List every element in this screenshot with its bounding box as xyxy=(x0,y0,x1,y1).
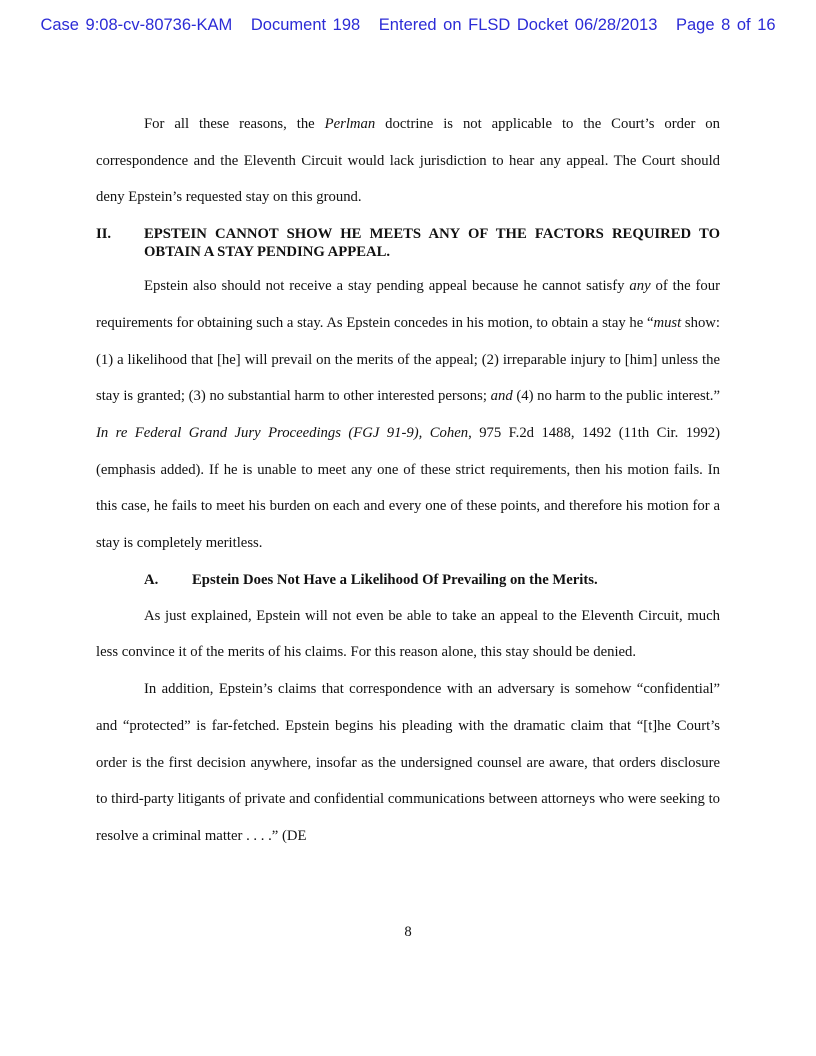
case-number: Case 9:08-cv-80736-KAM xyxy=(40,16,233,34)
docket-header xyxy=(0,16,816,35)
section-title: EPSTEIN CANNOT SHOW HE MEETS ANY OF THE FACTORS REQUIRED TO OBTAIN A STAY PENDING APPEAL. xyxy=(144,226,720,261)
subsection-heading-a xyxy=(96,571,720,589)
entered-date: Entered on FLSD Docket 06/28/2013 xyxy=(378,16,658,34)
emphasis-italic: must xyxy=(653,314,682,331)
paragraph-confidential-claims: In addition, Epstein’s claims that correspondence with an adversary is somehow “confidential” and “protected” is far-fetched. Epstein begins his pleading with the dramatic claim that “[t]he Court’s order is the first decision anywhere, insofar as the undersigned counsel are aware, that orders disclosure to third-party litigants of private and confidential communications between attorneys who were seeking to resolve a criminal matter . . . .” (DE xyxy=(96,681,720,844)
text-run: of the four requirements for obtaining such a stay. As Epstein concedes in his motion, to obtain a stay he “ xyxy=(96,278,720,331)
text-run: doctrine is not applicable to the Court’s order on correspondence and the Eleventh Circuit would lack jurisdiction to hear any appeal. The Court should deny Epstein’s requested stay on this ground. xyxy=(96,116,720,206)
page-number: 8 xyxy=(404,924,412,940)
subsection-title: Epstein Does Not Have a Likelihood Of Prevailing on the Merits. xyxy=(192,571,598,588)
document-number: Document 198 xyxy=(250,16,361,34)
page-of: Page 8 of 16 xyxy=(675,16,776,34)
text-run: , 975 F.2d 1488, 1492 (11th Cir. 1992) (emphasis added). If he is unable to meet any one of these strict requirements, then his motion fails. In this case, he fails to meet his burden on each and every one of these points, and therefore his motion for a stay is completely meritless. xyxy=(96,424,720,552)
emphasis-italic: any xyxy=(629,278,651,295)
paragraph-perlman xyxy=(96,106,720,216)
paragraph-no-appeal: As just explained, Epstein will not even be able to take an appeal to the Eleventh Circuit, much less convince it of the merits of his claims. For this reason alone, this stay should be denied. xyxy=(96,607,720,661)
paragraph-stay-requirements xyxy=(96,268,720,562)
text-run: (4) no harm to the public interest.” xyxy=(512,388,720,405)
section-heading-ii xyxy=(96,225,720,261)
section-number: II. xyxy=(96,226,112,243)
document-body xyxy=(96,106,720,855)
case-name-italic: Perlman xyxy=(324,116,376,132)
case-citation-italic: In re Federal Grand Jury Proceedings (FGJ 91-9), Cohen xyxy=(96,424,469,441)
subsection-number: A. xyxy=(144,571,159,588)
text-run: show: (1) a likelihood that [he] will prevail on the merits of the appeal; (2) irreparable injury to [him] unless the stay is granted; (3) no substantial harm to other interested persons; xyxy=(96,314,720,405)
emphasis-italic: and xyxy=(490,388,513,405)
text-run: Epstein also should not receive a stay pending appeal because he cannot satisfy xyxy=(144,278,630,295)
text-run: For all these reasons, the xyxy=(144,116,325,132)
